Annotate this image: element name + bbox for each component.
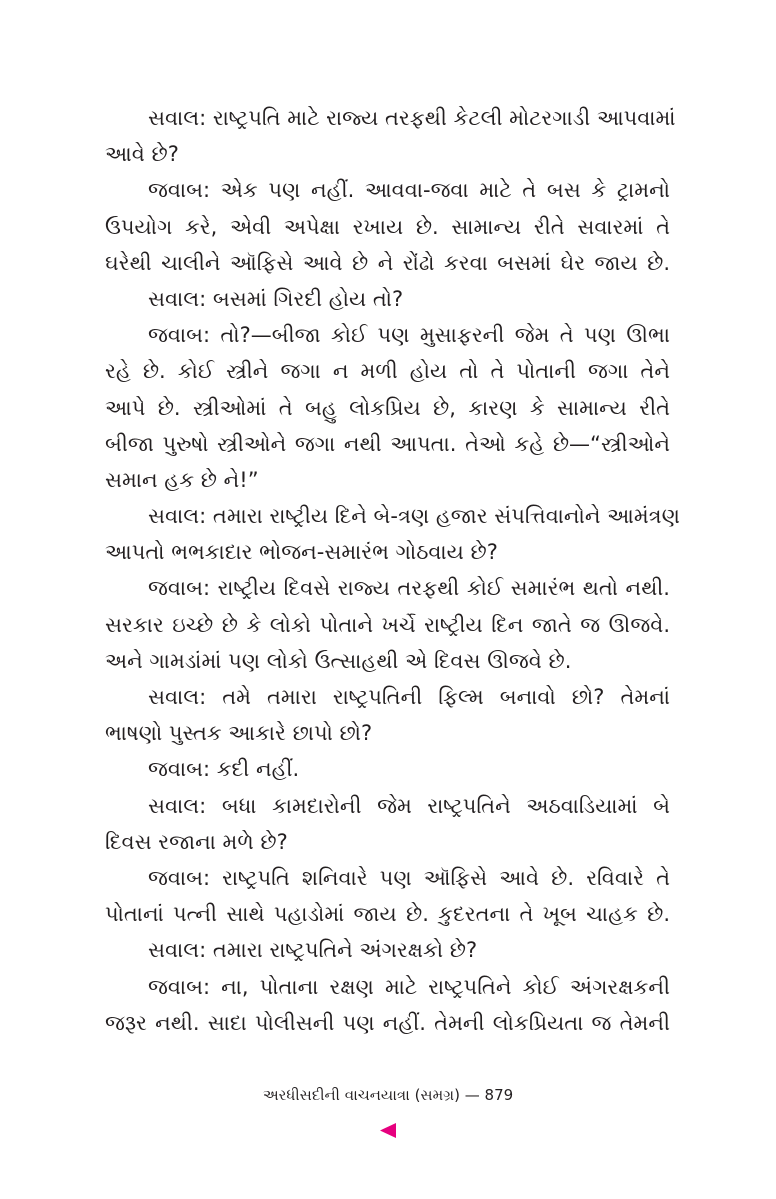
- line-text: બસમાં ગિરદી હોય તો?: [212, 286, 404, 311]
- page-body-text: [105, 100, 680, 1041]
- text-line: [105, 172, 670, 208]
- answer-label: જવાબ:: [148, 865, 211, 890]
- question-label: સવાલ:: [148, 504, 207, 529]
- text-line: અને ગામડાંમાં પણ લોકો ઉત્સાહથી એ દિવસ ઊજવે છે.: [105, 648, 572, 673]
- line-text: ના, પોતાના રક્ષણ માટે રાષ્ટ્રપતિને કોઈ અંગરક્ષકની: [221, 974, 670, 999]
- answer-paragraph: [105, 751, 670, 787]
- question-paragraph: [105, 498, 680, 570]
- footer-separator: —: [464, 1086, 480, 1104]
- text-line: [105, 100, 676, 136]
- answer-paragraph: [105, 172, 670, 281]
- answer-paragraph: [105, 570, 670, 679]
- answer-paragraph: [105, 860, 670, 932]
- text-line: આપે છે. સ્ત્રીઓમાં તે બહુ લોકપ્રિય છે, કારણ કે સામાન્ય રીતે: [105, 395, 670, 420]
- question-label: સવાલ:: [148, 938, 207, 963]
- text-line: ઉપયોગ કરે, એવી અપેક્ષા રખાય છે. સામાન્ય રીતે સવારમાં તે: [105, 214, 670, 239]
- text-line: ઘરેથી ચાલીને ઑફિસે આવે છે ને રોંઢો કરવા બસમાં ઘેર જાય છે.: [105, 250, 670, 275]
- question-paragraph: [105, 788, 670, 860]
- question-label: સવાલ:: [148, 685, 207, 709]
- text-line: રહે છે. કોઈ સ્ત્રીને જગા ન મળી હોય તો તે પોતાની જગા તેને: [105, 359, 670, 384]
- line-text: રાષ્ટ્રપતિ શનિવારે પણ ઑફિસે આવે છે. રવિવારે તે: [222, 865, 670, 890]
- line-text: તો?—બીજા કોઈ પણ મુસાફરની જેમ તે પણ ઊભા: [220, 323, 670, 348]
- line-text: તમે તમારા રાષ્ટ્રપતિની ફિલ્મ બનાવો છો? તેમનાં: [222, 685, 670, 709]
- text-line: [105, 570, 670, 606]
- line-text: કદી નહીં.: [216, 757, 300, 782]
- answer-label: જવાબ:: [148, 576, 211, 601]
- line-text: રાષ્ટ્રપતિ માટે રાજ્ય તરફથી કેટલી મોટરગાડી આપવામાં: [212, 106, 676, 130]
- text-line: પોતાનાં પત્ની સાથે પહાડોમાં જાય છે. કુદરતના તે ખૂબ ચાહક છે.: [105, 902, 670, 927]
- line-text: રાષ્ટ્રીય દિવસે રાજ્ય તરફથી કોઈ સમારંભ થતો નથી.: [217, 576, 670, 601]
- text-line: [105, 788, 670, 824]
- answer-label: જવાબ:: [148, 974, 211, 999]
- text-line: દિવસ રજાના મળે છે?: [105, 829, 288, 854]
- text-line: [105, 751, 670, 787]
- running-title: અરધીસદીની વાચનયાત્રા (સમગ્ર): [262, 1086, 460, 1104]
- text-line: આપતો ભભકાદાર ભોજન-સમારંભ ગોઠવાય છે?: [105, 540, 498, 565]
- question-label: સવાલ:: [148, 793, 207, 818]
- question-paragraph: [105, 281, 670, 317]
- triangle-left-icon: [380, 1123, 396, 1138]
- page-footer: [0, 1084, 776, 1106]
- line-text: બધા કામદારોની જેમ રાષ્ટ્રપતિને અઠવાડિયામાં બે: [221, 793, 670, 818]
- answer-label: જવાબ:: [148, 323, 211, 348]
- previous-page-button[interactable]: [380, 1123, 396, 1138]
- text-line: જરૂર નથી. સાદા પોલીસની પણ નહીં. તેમની લોકપ્રિયતા જ તેમની: [105, 1010, 670, 1035]
- line-text: તમારા રાષ્ટ્રીય દિને બે-ત્રણ હજાર સંપત્તિવાનોને આમંત્રણ: [212, 504, 680, 529]
- page-number: 879: [484, 1086, 514, 1104]
- question-label: સવાલ:: [148, 106, 207, 130]
- text-line: આવે છે?: [105, 142, 179, 167]
- answer-label: જવાબ:: [148, 178, 211, 203]
- text-line: [105, 317, 670, 353]
- text-line: સરકાર ઇચ્છે છે કે લોકો પોતાને ખર્ચે રાષ્ટ્રીય દિન જાતે જ ઊજવે.: [105, 612, 670, 637]
- question-paragraph: [105, 679, 670, 751]
- text-line: સમાન હક છે ને!”: [105, 467, 259, 492]
- line-text: તમારા રાષ્ટ્રપતિને અંગરક્ષકો છે?: [212, 938, 478, 963]
- text-line: [105, 932, 670, 968]
- text-line: [105, 281, 670, 317]
- question-label: સવાલ:: [148, 286, 207, 311]
- text-line: [105, 498, 680, 534]
- answer-paragraph: [105, 969, 670, 1041]
- line-text: એક પણ નહીં. આવવા-જવા માટે તે બસ કે ટ્રામનો: [220, 178, 670, 203]
- text-line: બીજા પુરુષો સ્ત્રીઓને જગા નથી આપતા. તેઓ કહે છે—“સ્ત્રીઓને: [105, 431, 670, 456]
- question-paragraph: [105, 932, 670, 968]
- answer-paragraph: [105, 317, 670, 498]
- question-paragraph: [105, 100, 676, 172]
- text-line: [105, 860, 670, 896]
- answer-label: જવાબ:: [148, 757, 211, 782]
- text-line: [105, 679, 670, 715]
- text-line: [105, 969, 670, 1005]
- text-line: ભાષણો પુસ્તક આકારે છાપો છો?: [105, 721, 373, 746]
